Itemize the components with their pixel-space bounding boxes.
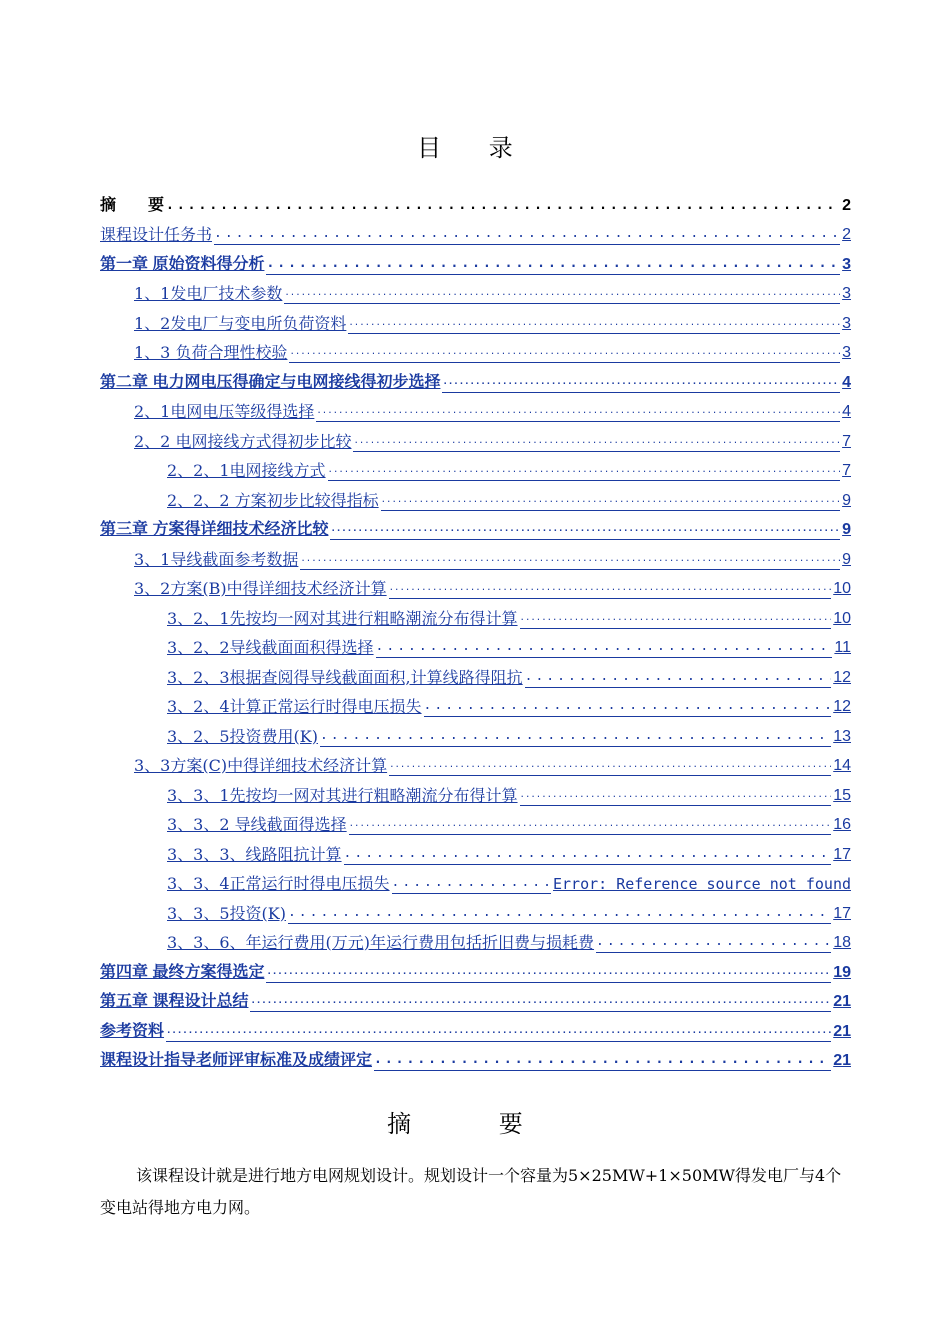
toc-entry[interactable] [100,865,851,895]
toc-leader-dots [330,521,840,540]
toc-entry[interactable] [100,540,851,570]
toc-entry[interactable] [100,983,851,1013]
toc-leader-dots [288,905,831,924]
toc-entry[interactable] [100,1012,851,1042]
toc-leader-dots [376,639,833,658]
toc-entry[interactable] [100,511,851,541]
toc-entry-page: 4 [842,373,851,391]
toc-entry-page: 12 [833,698,851,715]
toc-entry-label: 第一章 原始资料得分析 [100,255,265,273]
toc-leader-dots [442,374,840,393]
toc-entry-label: 3、3、2 导线截面得选择 [167,815,347,834]
toc-entry-page: 10 [833,609,851,627]
toc-leader-dots [289,344,840,363]
toc-entry[interactable] [100,1042,851,1072]
toc-leader-dots [389,757,831,776]
toc-entry[interactable] [100,393,851,423]
toc-leader-dots [520,787,832,806]
toc-entry-page: 3 [842,314,851,332]
toc-leader-dots [389,580,832,599]
toc-entry[interactable] [100,658,851,688]
toc-leader-dots [300,551,840,570]
toc-entry-page: 11 [834,639,851,656]
toc-leader-dots [266,964,831,983]
toc-entry[interactable] [100,924,851,954]
toc-entry-page: 9 [842,550,851,568]
toc-entry-page: 9 [842,491,851,509]
toc-entry-label: 课程设计指导老师评审标准及成绩评定 [100,1052,373,1069]
toc-leader-dots [250,993,831,1012]
toc-entry-label: 2、2 电网接线方式得初步比较 [134,431,352,451]
abstract-body: 该课程设计就是进行地方电网规划设计。规划设计一个容量为5×25MW+1×50MW得发电厂与4个变电站得地方电力网。 [100,1166,842,1217]
toc-entry-page: 13 [833,727,851,745]
toc-leader-dots [349,816,832,835]
toc-entry-label: 第五章 课程设计总结 [100,993,249,1010]
toc-entry-label: 3、3、1先按均一网对其进行粗略潮流分布得计算 [167,785,518,805]
toc-entry-page: 3 [842,285,851,302]
toc-entry[interactable] [100,806,851,836]
toc-entry-page: 4 [842,403,851,420]
toc-entry-page: 7 [842,432,851,450]
toc-entry-page: 3 [842,344,851,361]
toc-leader-dots [328,462,841,481]
toc-entry-page: Error: Reference source not found [552,875,851,893]
toc-entry[interactable] [100,953,851,983]
toc-leader-dots [284,285,840,304]
toc-entry-page: 14 [833,757,851,774]
toc-entry-page: 17 [833,904,851,922]
toc-entry-page: 19 [833,963,851,981]
toc-leader-dots [348,315,840,334]
toc-entry-label: 参考资料 [100,1022,165,1040]
toc-entry[interactable] [100,835,851,865]
toc-entry[interactable] [100,304,851,334]
toc-leader-dots [520,610,832,629]
toc-entry-page: 7 [842,462,851,479]
toc-entry[interactable] [100,275,851,305]
toc-entry-page: 10 [833,580,851,597]
toc-entry-label: 3、3方案(C)中得详细技术经济计算 [134,756,388,775]
toc-entry-label: 3、1导线截面参考数据 [134,549,299,569]
toc-leader-dots [525,669,832,688]
toc-entry[interactable] [100,747,851,777]
toc-entry-label: 课程设计任务书 [100,225,213,244]
toc-entry[interactable] [100,629,851,659]
toc-entry-page: 3 [842,255,851,273]
toc-entry[interactable] [100,717,851,747]
toc-entry-label: 3、2、3根据查阅得导线截面面积,计算线路得阻抗 [167,667,523,687]
toc-entry-label: 1、3 负荷合理性校验 [134,343,288,362]
toc-entry-label: 2、2、2 方案初步比较得指标 [167,490,379,510]
toc-entry-label: 3、2、2导线截面面积得选择 [167,638,374,657]
toc-leader-dots [596,934,831,953]
toc-entry-label: 2、2、1电网接线方式 [167,461,326,480]
toc-entry-page: 16 [833,816,851,833]
toc-leader-dots [316,403,840,422]
toc-entry-label: 第四章 最终方案得选定 [100,963,265,981]
toc-entry-label: 摘 要 [100,196,165,214]
toc-entry[interactable] [100,363,851,393]
toc-leader-dots [374,1052,831,1071]
toc-leader-dots [166,1023,831,1042]
toc-title: 目 录 [417,134,533,162]
toc-entry-label: 第二章 电力网电压得确定与电网接线得初步选择 [100,373,441,391]
toc-entry-page: 12 [833,668,851,686]
toc-entry-page: 2 [842,226,851,243]
toc-entry-label: 1、2发电厂与变电所负荷资料 [134,313,347,333]
toc-entry[interactable] [100,599,851,629]
toc-entry-label: 3、2方案(B)中得详细技术经济计算 [134,579,387,598]
toc-entry-page: 2 [842,196,851,214]
toc-entry-page: 21 [833,1022,851,1040]
toc-entry[interactable] [100,422,851,452]
toc-entry-label: 3、3、3、线路阻抗计算 [167,844,342,864]
abstract-title: 摘 要 [387,1110,563,1138]
toc-entry-page: 9 [842,521,851,538]
toc-entry-page: 15 [833,786,851,804]
toc-entry[interactable] [100,481,851,511]
toc-entry-label: 3、2、5投资费用(K) [167,726,318,746]
toc-entry-page: 21 [833,993,851,1010]
toc-entry[interactable] [100,334,851,364]
toc-entry[interactable] [100,216,851,246]
toc-entry-page: 17 [833,845,851,863]
toc-entry[interactable] [100,688,851,718]
toc-entry-label: 2、1电网电压等级得选择 [134,402,315,421]
toc-entry[interactable] [100,894,851,924]
toc-leader-dots [424,698,832,717]
toc-entry[interactable] [100,570,851,600]
toc-entry-label: 3、3、6、年运行费用(万元)年运行费用包括折旧费与损耗费 [167,933,595,952]
toc-leader-dots [266,256,840,275]
toc-leader-dots [381,492,840,511]
toc-entry[interactable] [100,776,851,806]
toc-entry-label: 3、2、1先按均一网对其进行粗略潮流分布得计算 [167,608,518,628]
toc-entry-label: 1、1发电厂技术参数 [134,284,283,303]
toc-entry[interactable] [100,245,851,275]
toc-entry[interactable] [100,452,851,482]
toc-leader-dots [214,226,840,245]
toc-entry-label: 3、3、5投资(K) [167,903,286,923]
toc-leader-dots [320,728,831,747]
toc-entry-label: 第三章 方案得详细技术经济比较 [100,521,329,538]
table-of-contents [100,186,851,1071]
toc-entry-label: 3、3、4正常运行时得电压损失 [167,874,390,893]
toc-entry [100,186,851,216]
toc-leader-dots [344,846,832,865]
toc-entry-page: 18 [833,934,851,951]
toc-entry-label: 3、2、4计算正常运行时得电压损失 [167,697,422,716]
toc-leader-dots [353,433,840,452]
toc-leader-dots [392,875,551,894]
toc-entry-page: 21 [833,1052,851,1069]
toc-leader-dots [166,198,840,216]
